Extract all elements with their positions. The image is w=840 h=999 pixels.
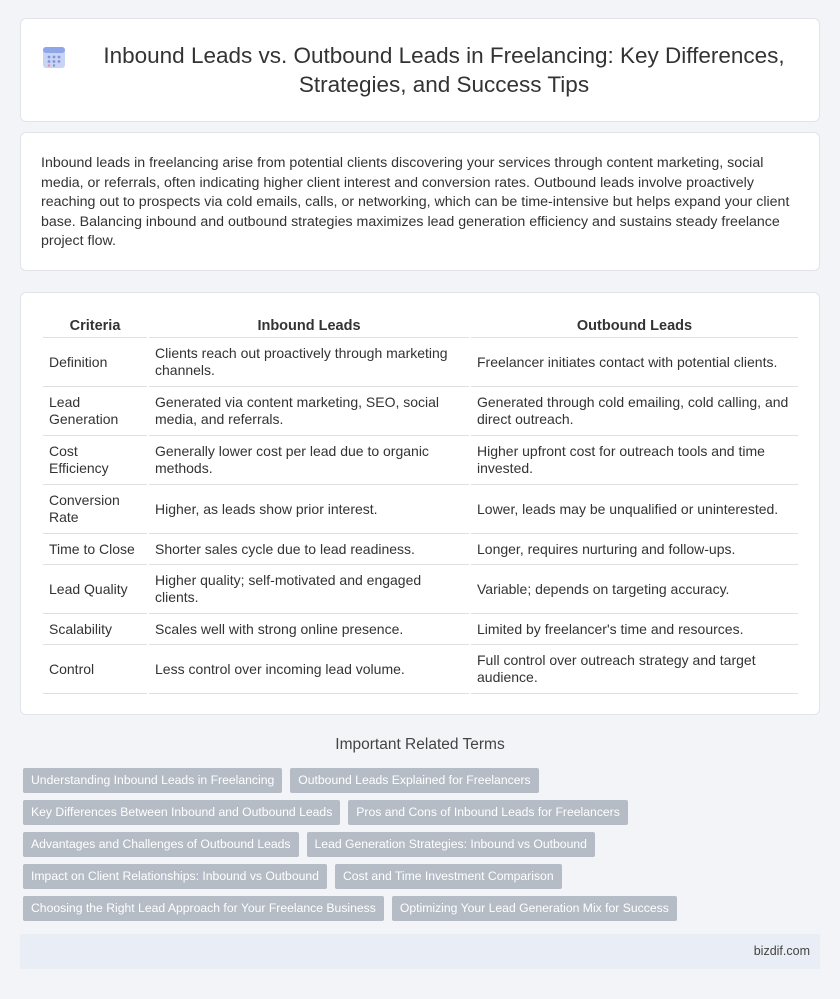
comparison-table-card	[20, 292, 820, 715]
row-outbound: Longer, requires nurturing and follow-ups.	[471, 534, 798, 565]
table-row	[43, 645, 798, 694]
row-outbound: Freelancer initiates contact with potential clients.	[471, 338, 798, 387]
row-inbound: Generated via content marketing, SEO, social media, and referrals.	[149, 387, 469, 436]
row-outbound: Lower, leads may be unqualified or uninterested.	[471, 485, 798, 534]
related-term-tag[interactable]: Cost and Time Investment Comparison	[335, 864, 562, 889]
row-outbound: Limited by freelancer's time and resources.	[471, 614, 798, 645]
table-header-row	[43, 313, 798, 338]
row-inbound: Less control over incoming lead volume.	[149, 645, 469, 694]
row-criteria: Time to Close	[43, 534, 147, 565]
tag-row	[23, 768, 823, 793]
row-criteria: Lead Quality	[43, 565, 147, 614]
table-row	[43, 614, 798, 645]
related-term-tag[interactable]: Pros and Cons of Inbound Leads for Freelancers	[348, 800, 628, 825]
footer-site-link[interactable]: bizdif.com	[753, 944, 810, 958]
related-terms-title: Important Related Terms	[335, 736, 505, 753]
related-term-tag[interactable]: Key Differences Between Inbound and Outbound Leads	[23, 800, 340, 825]
row-inbound: Generally lower cost per lead due to organic methods.	[149, 436, 469, 485]
comparison-table	[41, 313, 800, 694]
intro-text: Inbound leads in freelancing arise from potential clients discovering your services through content marketing, social media, or referrals, often indicating higher client interest and conversion rates. Outbound leads involve proactively reaching out to prospects via cold emails, calls, or networking, which can be time-intensive but helps expand your client base. Balancing inbound and outbound strategies maximizes lead generation efficiency and sustains steady freelance project flow.	[41, 155, 790, 250]
header-criteria: Criteria	[43, 313, 147, 338]
row-criteria: Control	[43, 645, 147, 694]
page-title: Inbound Leads vs. Outbound Leads in Freelancing: Key Differences, Strategies, and Success Tips	[103, 43, 785, 97]
table-row	[43, 338, 798, 387]
row-inbound: Shorter sales cycle due to lead readiness.	[149, 534, 469, 565]
row-outbound: Full control over outreach strategy and target audience.	[471, 645, 798, 694]
tag-row	[23, 896, 823, 921]
related-term-tag[interactable]: Understanding Inbound Leads in Freelancing	[23, 768, 282, 793]
row-inbound: Clients reach out proactively through marketing channels.	[149, 338, 469, 387]
header-inbound: Inbound Leads	[149, 313, 469, 338]
table-row	[43, 565, 798, 614]
table-row	[43, 387, 798, 436]
row-inbound: Scales well with strong online presence.	[149, 614, 469, 645]
tag-row	[23, 832, 823, 857]
tag-row	[23, 800, 823, 825]
related-term-tag[interactable]: Outbound Leads Explained for Freelancers	[290, 768, 538, 793]
related-term-tag[interactable]: Choosing the Right Lead Approach for Your Freelance Business	[23, 896, 384, 921]
row-criteria: Cost Efficiency	[43, 436, 147, 485]
header-outbound: Outbound Leads	[471, 313, 798, 338]
row-criteria: Scalability	[43, 614, 147, 645]
intro-card	[20, 132, 820, 271]
related-term-tag[interactable]: Impact on Client Relationships: Inbound vs Outbound	[23, 864, 327, 889]
related-term-tag[interactable]: Optimizing Your Lead Generation Mix for Success	[392, 896, 677, 921]
tag-row	[23, 864, 823, 889]
related-terms-tags	[23, 768, 823, 928]
row-inbound: Higher quality; self-motivated and engaged clients.	[149, 565, 469, 614]
row-inbound: Higher, as leads show prior interest.	[149, 485, 469, 534]
table-row	[43, 485, 798, 534]
related-term-tag[interactable]: Advantages and Challenges of Outbound Leads	[23, 832, 299, 857]
row-criteria: Definition	[43, 338, 147, 387]
footer	[20, 934, 820, 969]
row-criteria: Lead Generation	[43, 387, 147, 436]
table-row	[43, 534, 798, 565]
row-outbound: Variable; depends on targeting accuracy.	[471, 565, 798, 614]
table-row	[43, 436, 798, 485]
row-outbound: Higher upfront cost for outreach tools and time invested.	[471, 436, 798, 485]
row-criteria: Conversion Rate	[43, 485, 147, 534]
header-card	[20, 18, 820, 122]
row-outbound: Generated through cold emailing, cold calling, and direct outreach.	[471, 387, 798, 436]
related-term-tag[interactable]: Lead Generation Strategies: Inbound vs Outbound	[307, 832, 595, 857]
calendar-icon	[41, 44, 67, 70]
